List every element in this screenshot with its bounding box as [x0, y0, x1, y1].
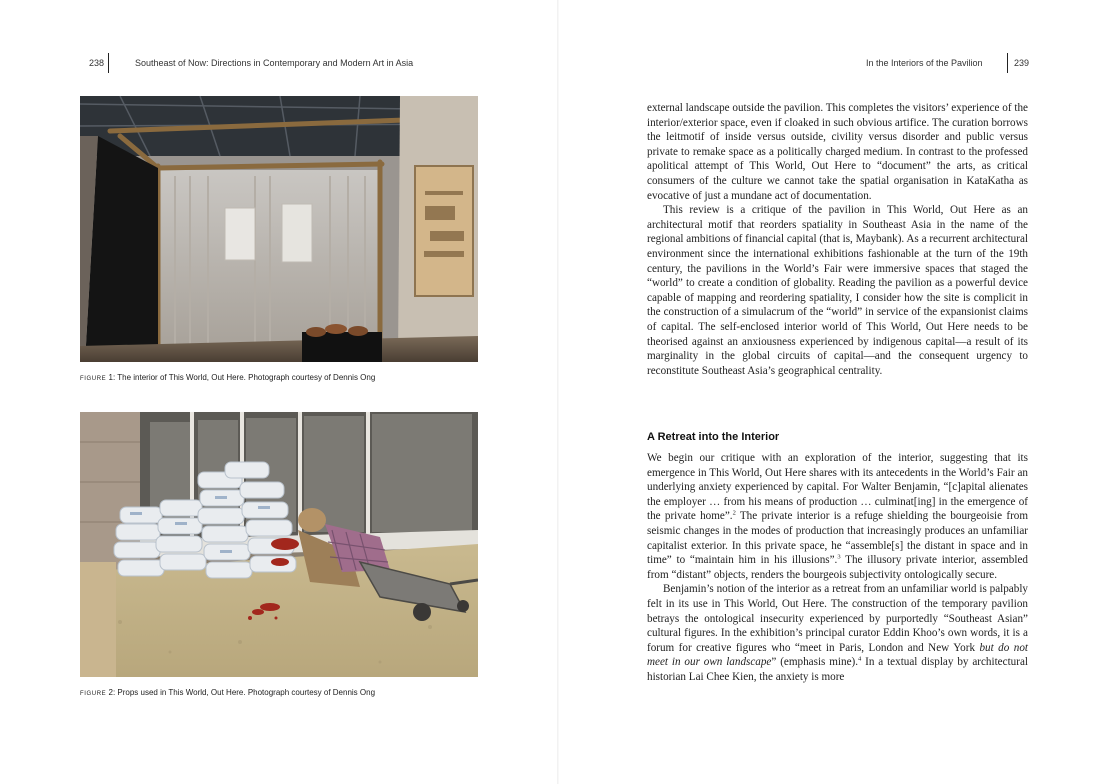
figure-2-caption	[80, 688, 375, 697]
paragraph-text: In a textual display by architectural historian Lai Chee Kien, the anxiety is more	[647, 656, 1028, 683]
figure-label: FIGURE	[80, 376, 107, 382]
page-gutter	[557, 0, 559, 784]
footnote-marker: 4	[858, 655, 862, 663]
props-image	[80, 412, 478, 677]
figure-2-photo	[80, 412, 478, 677]
paragraph-text: Benjamin’s notion of the interior as a retreat from an unfamiliar world is palpably felt in its use in This World, Out Here. The construction of the temporary pavilion betrays the ontological insecurity experienced by purportedly “Southeast Asian” cultural figures. In the exhibition’s principal curator Eddin Khoo’s own words, it is a forum for creative figures who “meet in Paris, London and New York	[647, 583, 1028, 654]
figure-caption-text: 2: Props used in This World, Out Here. Photograph courtesy of Dennis Ong	[106, 688, 376, 697]
paragraph-text: ” (emphasis mine).	[771, 656, 859, 669]
header-rule	[108, 53, 109, 73]
paragraph-text: The private interior is a refuge shielding the bourgeoisie from seismic changes in the modes of production that increasingly produces an unfamiliar capitalist exterior. In this private space, he “assemble[s] the distant in space and in time” to “maintain him in his illusions”.	[647, 510, 1029, 567]
paragraph-text: We begin our critique with an exploration of the interior, suggesting that its emergence in This World, Out Here shares with its antecedents in the World’s Fair an underlying anxiety experienced by capital. For Walter Benjamin, “[c]apital alienates the employer … from his means of production … culminat[ing] in the emergence of the private home”.	[647, 452, 1028, 523]
paragraph-text: The illusory private interior, assembled from “distant” objects, renders the bourgeois subjectivity ontologically secure.	[647, 554, 1028, 581]
footnote-marker: 2	[732, 509, 736, 517]
figure-1-photo	[80, 96, 478, 362]
figure-label: FIGURE	[80, 691, 107, 697]
left-running-head: Southeast of Now: Directions in Contemporary and Modern Art in Asia	[135, 58, 414, 68]
section-heading: A Retreat into the Interior	[647, 431, 780, 443]
paragraph	[647, 582, 1028, 684]
figure-caption-text: 1: The interior of This World, Out Here. Photograph courtesy of Dennis Ong	[106, 373, 376, 382]
paragraph	[647, 451, 1028, 582]
footnote-marker: 3	[837, 553, 841, 561]
figure-1-caption	[80, 373, 375, 382]
body-text-top	[647, 101, 1028, 378]
emphasis-text: but do not meet in our own landscape	[647, 641, 1028, 669]
header-rule	[1007, 53, 1008, 73]
right-page-number: 239	[1014, 58, 1030, 68]
body-text-bottom	[647, 451, 1028, 685]
pavilion-interior-image	[80, 96, 478, 362]
right-running-head: In the Interiors of the Pavilion	[866, 58, 983, 68]
paragraph: external landscape outside the pavilion. This completes the visitors’ experience of the interior/exterior space, even if cloaked in such obvious artifice. The curation borrows the leitmotif of inside versus outside, civility versus disorder and public versus private to remake space as a politically charged medium. In contrast to the professed apolitical attempt of This World, Out Here to “document” the arts, as critical consumers of the culture we cannot take the spatial organisation in KataKatha as evocative of just a mundane act of documentation.	[647, 102, 1028, 202]
left-page-number: 238	[89, 58, 105, 68]
paragraph: This review is a critique of the pavilion in This World, Out Here as an architectural motif that reorders spatiality in Southeast Asia in the name of the regional ambitions of financial capital (that is, Maybank). As a recurrent architectural environment since the international exhibitions fashionable at the turn of the 19th century, the pavilions in the World’s Fair were immersive spaces that staged the “world” to create a condition of globality. Reading the pavilion as a powerful device capable of mapping and reordering spatiality, I consider how the site is complicit in the construction of a simulacrum of the “world” in service of the expansionist claims of capital. The self-enclosed interior world of This World, Out Here needs to be theorised against an anxiousness experienced by indigenous capital—a result of its marginality in the global circuits of capital—and the consequent urgency to reconstitute Southeast Asia’s geographical centrality.	[647, 204, 1028, 377]
